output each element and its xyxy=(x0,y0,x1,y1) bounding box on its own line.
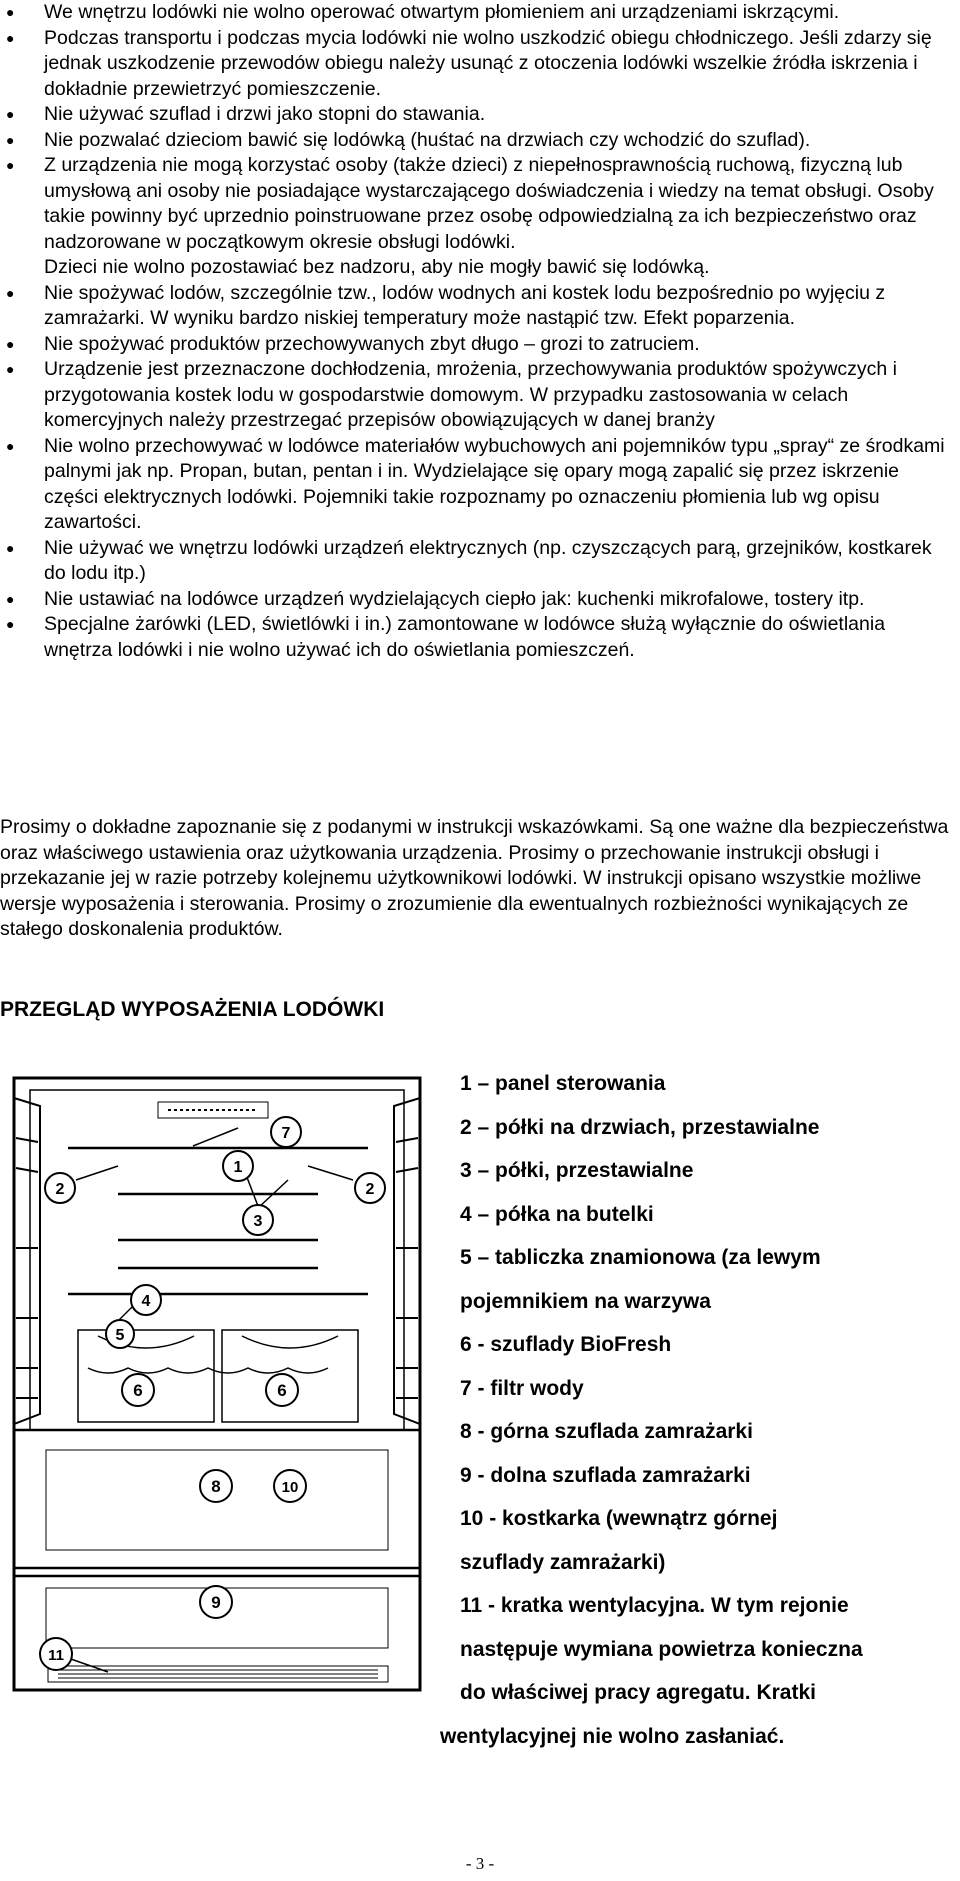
legend-item: 9 - dolna szuflada zamrażarki xyxy=(460,1463,751,1487)
callout-8 xyxy=(200,1470,232,1502)
list-item: ● Nie wolno przechowywać w lodówce materiałów wybuchowych ani pojemników typu „spray“ ze środkami palnymi jak np. Propan, butan, pentan i in. Wydzielające się opary mogą zapalić się przez iskrzenie części elektrycznych lodówki. Pojemniki takie rozpoznamy po oznaczeniu płomienia lub wg opisu zawartości. xyxy=(6,434,945,533)
bullet-icon: ● xyxy=(6,361,15,377)
list-item: ● We wnętrzu lodówki nie wolno operować otwartym płomieniem ani urządzeniami iskrzącymi. xyxy=(0,0,960,26)
list-item: ● Nie pozwalać dzieciom bawić się lodówką (huśtać na drzwiach czy wchodzić do szuflad). xyxy=(0,128,960,154)
list-item: ● Nie spożywać produktów przechowywanych zbyt długo – grozi to zatruciem. xyxy=(0,332,960,358)
list-item: ● Z urządzenia nie mogą korzystać osoby (także dzieci) z niepełnosprawnością ruchową, fizyczną lub umysłową ani osoby nie posiadające wystarczającego doświadczenia i wiedzy na temat obsługi. Osoby takie powinny być uprzednio poinstruowane przez osobę odpowiedzialną za ich bezpieczeństwo oraz nadzorowane w początkowym okresie obsługi lodówki. Dzieci nie wolno pozostawiać bez nadzoru, aby nie mogły bawić się lodówką. xyxy=(0,153,960,281)
legend-item: 6 - szuflady BioFresh xyxy=(460,1333,672,1356)
list-item: ● Nie spożywać lodów, szczególnie tzw., lodów wodnych ani kostek lodu bezpośrednio po wyjęciu z zamrażarki. W wyniku bardzo niskiej temperatury może nastąpić tzw. Efekt poparzenia. xyxy=(6,281,886,329)
bullet-icon: ● xyxy=(6,4,15,20)
svg-text:9: 9 xyxy=(211,1593,221,1612)
safety-instructions-list xyxy=(0,0,960,663)
callout-7 xyxy=(271,1117,301,1147)
bullet-icon: ● xyxy=(6,29,15,46)
legend-item: 10 - kostkarka (wewnątrz górnej xyxy=(460,1507,778,1530)
legend-item: do właściwej pracy agregatu. Kratki xyxy=(460,1681,816,1704)
legend-item: pojemnikiem na warzywa xyxy=(460,1289,711,1313)
right-door xyxy=(394,1098,420,1424)
control-panel xyxy=(158,1102,268,1118)
svg-text:6: 6 xyxy=(277,1381,287,1400)
legend-item: 2 – półki na drzwiach, przestawialne xyxy=(460,1115,820,1139)
legend-item: 4 – półka na butelki xyxy=(460,1202,654,1226)
fridge-diagram xyxy=(8,1068,428,1700)
callout-9 xyxy=(200,1586,232,1618)
bullet-icon: ● xyxy=(6,157,15,173)
bullet-icon: ● xyxy=(6,437,15,454)
bullet-icon: ● xyxy=(6,590,15,607)
svg-text:6: 6 xyxy=(133,1381,143,1400)
bullet-icon: ● xyxy=(6,106,15,122)
svg-text:4: 4 xyxy=(141,1293,151,1310)
svg-text:2: 2 xyxy=(55,1181,65,1198)
svg-text:1: 1 xyxy=(233,1159,243,1176)
callout-5 xyxy=(106,1320,134,1348)
legend-item: następuje wymiana powietrza konieczna xyxy=(460,1637,863,1661)
callout-11 xyxy=(40,1638,72,1670)
callout-4 xyxy=(131,1285,161,1315)
callout-3 xyxy=(243,1205,273,1235)
legend-item: 5 – tabliczka znamionowa (za lewym xyxy=(460,1246,821,1269)
callout-2-left xyxy=(45,1173,75,1203)
callout-10 xyxy=(274,1470,306,1502)
callout-1 xyxy=(223,1151,253,1181)
bullet-icon: ● xyxy=(6,616,15,632)
fridge-compartment xyxy=(30,1090,404,1430)
legend-item: 11 - kratka wentylacyjna. W tym rejonie xyxy=(460,1594,849,1617)
list-item: ● Nie używać we wnętrzu lodówki urządzeń elektrycznych (np. czyszczących parą, grzejników, kostkarek do lodu itp.) xyxy=(6,536,932,584)
bottle-shelf xyxy=(88,1368,328,1373)
svg-text:8: 8 xyxy=(211,1477,221,1496)
svg-text:10: 10 xyxy=(281,1479,299,1496)
svg-text:5: 5 xyxy=(115,1327,125,1344)
legend-item: szuflady zamrażarki) xyxy=(460,1550,666,1574)
svg-text:7: 7 xyxy=(281,1125,291,1142)
legend-item: 7 - filtr wody xyxy=(460,1376,584,1400)
callout-6-right xyxy=(266,1374,298,1406)
legend-item: 8 - górna szuflada zamrażarki xyxy=(460,1420,753,1443)
page-number: - 3 - xyxy=(465,1854,495,1873)
list-item: ● Nie ustawiać na lodówce urządzeń wydzielających ciepło jak: kuchenki mikrofalowe, tostery itp. xyxy=(0,587,960,613)
svg-text:2: 2 xyxy=(365,1181,375,1198)
list-item: ● Podczas transportu i podczas mycia lodówki nie wolno uszkodzić obiegu chłodniczego. Jeśli zdarzy się jednak uszkodzenie przewodów obiegu należy usunąć z otoczenia lodówki wszelkie źródła iskrzenia i dokładnie przewietrzyć pomieszczenie. xyxy=(6,26,932,100)
legend-item: wentylacyjnej nie wolno zasłaniać. xyxy=(440,1724,785,1748)
left-door xyxy=(14,1098,40,1424)
legend-item: 3 – półki, przestawialne xyxy=(460,1159,694,1182)
list-item: ● Specjalne żarówki (LED, świetlówki i in.) zamontowane w lodówce służą wyłącznie do oświetlania wnętrza lodówki i nie wolno używać ich do oświetlania pomieszczeń. xyxy=(6,613,886,661)
list-item: ● Urządzenie jest przeznaczone dochłodzenia, mrożenia, przechowywania produktów spożywczych i przygotowania kostek lodu w gospodarstwie domowym. W przypadku zastosowania w celach komercyjnych należy przestrzegać przepisów obowiązujących w danej branży xyxy=(6,358,898,431)
callout-2-right xyxy=(355,1173,385,1203)
bullet-icon: ● xyxy=(6,335,15,352)
bullet-icon: ● xyxy=(6,284,15,301)
list-item-subtext: Dzieci nie wolno pozostawiać bez nadzoru, aby nie mogły bawić się lodówką. xyxy=(44,256,710,278)
callout-6-left xyxy=(122,1374,154,1406)
section-heading: PRZEGLĄD WYPOSAŻENIA LODÓWKI xyxy=(0,998,385,1021)
component-legend xyxy=(440,1062,930,1758)
bullet-icon: ● xyxy=(6,539,15,556)
legend-item: 1 – panel sterowania xyxy=(460,1072,666,1095)
svg-text:3: 3 xyxy=(253,1213,263,1230)
list-item: ● Nie używać szuflad i drzwi jako stopni do stawania. xyxy=(0,102,960,128)
closing-paragraph: Prosimy o dokładne zapoznanie się z podanymi w instrukcji wskazówkami. Są one ważne dla bezpieczeństwa oraz właściwego ustawienia oraz użytkowania urządzenia. Prosimy o przechowanie instrukcji obsługi i przekazanie jej w razie potrzeby kolejnemu użytkownikowi lodówki. W instrukcji opisano wszystkie możliwe wersje wyposażenia i sterowania. Prosimy o zrozumienie dla ewentualnych rozbieżności wynikających ze stałego doskonalenia produktów. xyxy=(0,816,949,940)
svg-text:11: 11 xyxy=(48,1647,64,1664)
bullet-icon: ● xyxy=(6,131,15,148)
